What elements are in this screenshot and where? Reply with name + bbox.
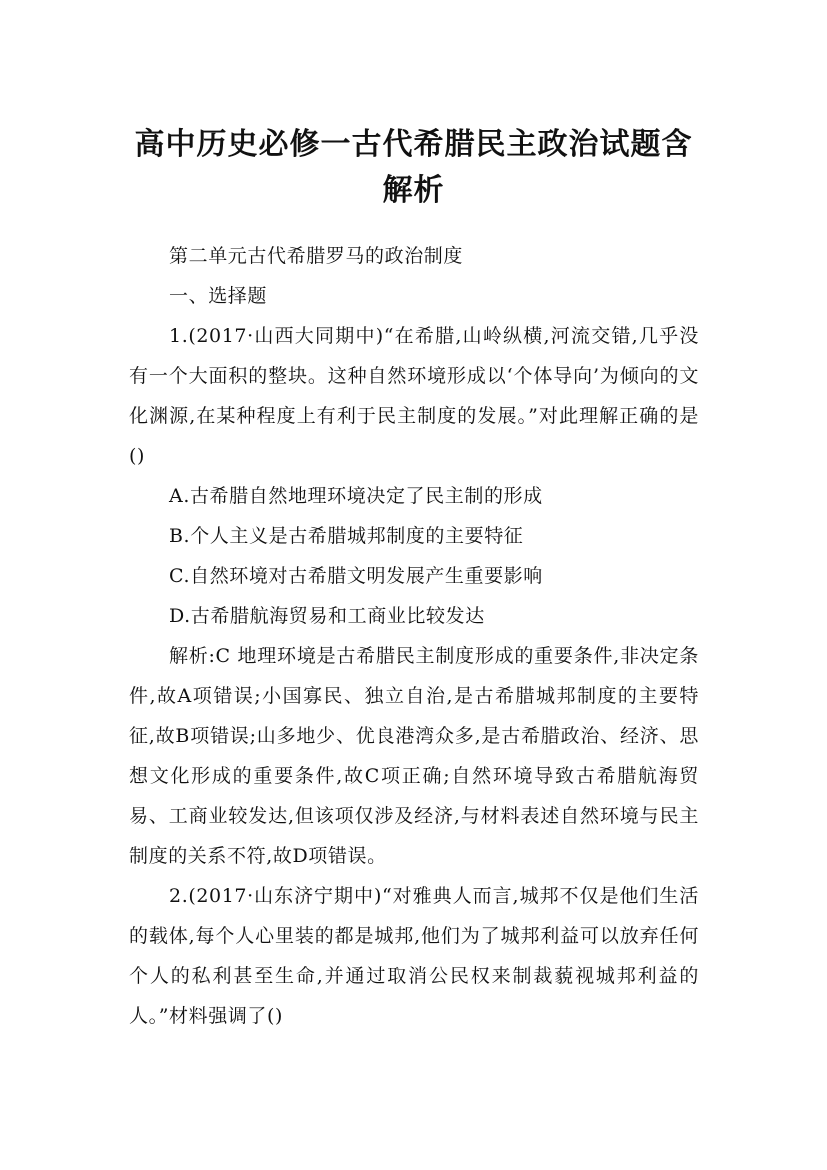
- question-1-option-d: D.古希腊航海贸易和工商业比较发达: [169, 605, 485, 627]
- document-body: [129, 236, 699, 1036]
- question-2-stem: 2.(2017·山东济宁期中)“对雅典人而言,城邦不仅是他们生活的载体,每个人心里装的都是城邦,他们为了城邦利益可以放弃任何个人的私利甚至生命,并通过取消公民权来制裁藐视城邦利益的人。”材料强调了(): [129, 885, 699, 1027]
- section-heading: 一、选择题: [169, 285, 268, 307]
- question-1-option-a: A.古希腊自然地理环境决定了民主制的形成: [169, 485, 543, 507]
- title-line-1: 高中历史必修一古代希腊民主政治试题含: [134, 127, 693, 163]
- unit-heading: 第二单元古代希腊罗马的政治制度: [169, 245, 464, 267]
- title-line-2: 解析: [382, 173, 445, 209]
- question-1-stem: 1.(2017·山西大同期中)“在希腊,山岭纵横,河流交错,几乎没有一个大面积的整块。这种自然环境形成以‘个体导向’为倾向的文化渊源,在某种程度上有利于民主制度的发展。”对此理解正确的是(): [129, 325, 699, 467]
- question-1-analysis: 解析:C 地理环境是古希腊民主制度形成的重要条件,非决定条件,故A项错误;小国寡民、独立自治,是古希腊城邦制度的主要特征,故B项错误;山多地少、优良港湾众多,是古希腊政治、经济、思想文化形成的重要条件,故C项正确;自然环境导致古希腊航海贸易、工商业较发达,但该项仅涉及经济,与材料表述自然环境与民主制度的关系不符,故D项错误。: [129, 645, 699, 867]
- question-1-option-b: B.个人主义是古希腊城邦制度的主要特征: [169, 525, 524, 547]
- question-1-option-c: C.自然环境对古希腊文明发展产生重要影响: [169, 565, 543, 587]
- document-title: [0, 122, 827, 214]
